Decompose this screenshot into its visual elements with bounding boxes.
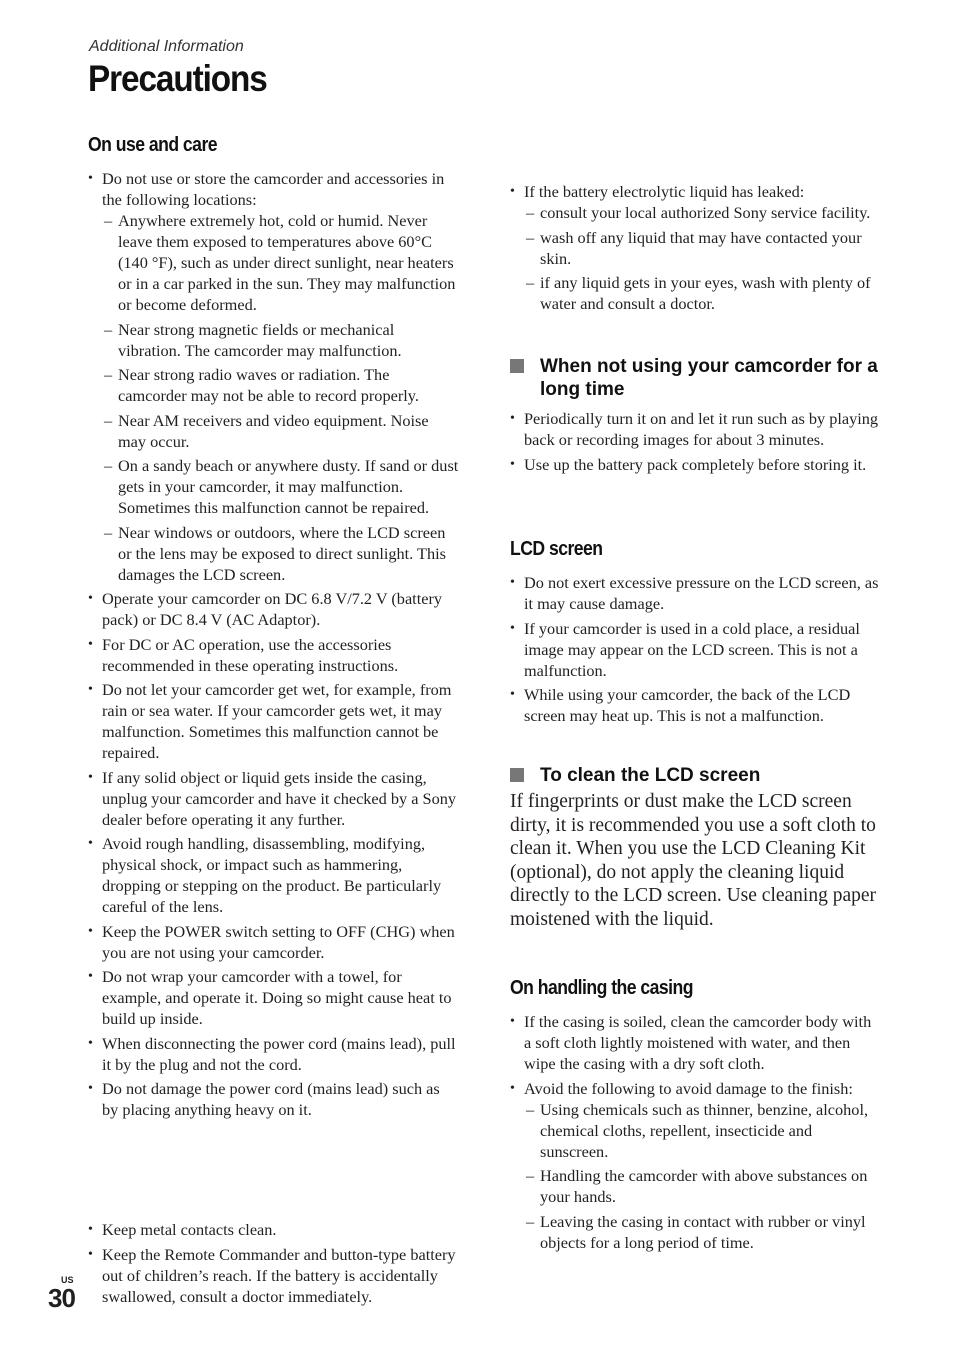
list-item: • Do not damage the power cord (mains lead) such as by placing anything heavy on it.	[88, 1078, 460, 1120]
list-item: – Near windows or outdoors, where the LCD screen or the lens may be exposed to direct sunlight. This damages the LCD screen.	[102, 522, 460, 585]
list-item: • Avoid rough handling, disassembling, modifying, physical shock, or impact such as hammering, dropping or stepping on the product. Be particularly careful of the lens.	[88, 833, 460, 917]
list-item: – consult your local authorized Sony service facility.	[524, 202, 882, 223]
use-care-list	[88, 168, 460, 1124]
section-label: Additional Information	[89, 38, 244, 55]
casing-avoid-list	[524, 1099, 882, 1253]
list-item: • Periodically turn it on and let it run such as by playing back or recording images for about 3 minutes.	[510, 408, 882, 450]
list-item: • Do not use or store the camcorder and accessories in the following locations: – Anywhere extremely hot, cold or humid. Never leave them exposed to temperatures above 60°C (140 °F), such as under direct sunlight, near heaters or in a car parked in the sun. They may malfunction or become deformed. – Near strong magnetic fields or mechanical vibration. The camcorder may malfunction. – Near strong radio waves or radiation. The camcorder may not be able to record properly. – Near AM receivers and video equipment. Noise may occur. – On a sandy beach or anywhere dusty. If sand or dust gets in your camcorder, it may malfunction. Sometimes this malfunction cannot be repaired. – Near windows or outdoors, where the LCD screen or the lens may be exposed to direct sunlight. This damages the LCD screen.	[88, 168, 460, 585]
heading-casing: On handling the casing	[510, 977, 693, 999]
list-item: • If the battery electrolytic liquid has leaked: – consult your local authorized Sony service facility. – wash off any liquid that may have contacted your skin. – if any liquid gets in your eyes, wash with plenty of water and consult a doctor.	[510, 181, 882, 314]
long-time-list	[510, 408, 882, 478]
list-item: – Using chemicals such as thinner, benzine, alcohol, chemical cloths, repellent, insecticide and sunscreen.	[524, 1099, 882, 1162]
page-number: 30	[48, 1283, 75, 1313]
list-item: – Anywhere extremely hot, cold or humid. Never leave them exposed to temperatures above 60°C (140 °F), such as under direct sunlight, near heaters or in a car parked in the sun. They may malfunction or become deformed.	[102, 210, 460, 315]
list-item: • Keep the POWER switch setting to OFF (CHG) when you are not using your camcorder.	[88, 921, 460, 963]
list-item: – Leaving the casing in contact with rubber or vinyl objects for a long period of time.	[524, 1211, 882, 1253]
list-item: • Do not let your camcorder get wet, for example, from rain or sea water. If your camcorder gets wet, it may malfunction. Sometimes this malfunction cannot be repaired.	[88, 679, 460, 763]
battery-leak-steps	[524, 202, 882, 314]
list-item: • When disconnecting the power cord (mains lead), pull it by the plug and not the cord.	[88, 1033, 460, 1075]
list-item: • If the casing is soiled, clean the camcorder body with a soft cloth lightly moistened with water, and then wipe the casing with a dry soft cloth.	[510, 1011, 882, 1074]
list-item: • Keep metal contacts clean.	[88, 1219, 460, 1240]
square-bullet-icon	[510, 359, 524, 373]
list-item: – Near AM receivers and video equipment. Noise may occur.	[102, 410, 460, 452]
list-item: – Near strong magnetic fields or mechanical vibration. The camcorder may malfunction.	[102, 319, 460, 361]
casing-list	[510, 1011, 882, 1256]
list-item: • Operate your camcorder on DC 6.8 V/7.2 V (battery pack) or DC 8.4 V (AC Adaptor).	[88, 588, 460, 630]
lcd-list	[510, 572, 882, 730]
heading-use-and-care: On use and care	[88, 134, 218, 156]
battery-leak-list	[510, 181, 882, 318]
heading-clean-lcd: To clean the LCD screen	[510, 764, 882, 787]
heading-lcd-screen: LCD screen	[510, 538, 603, 560]
clean-lcd-paragraph: If fingerprints or dust make the LCD screen dirty, it is recommended you use a soft cloth to clean it. When you use the LCD Cleaning Kit (optional), do not apply the cleaning liquid directly to the LCD screen. Use cleaning paper moistened with the liquid.	[510, 791, 877, 930]
page-language-code: US	[61, 1275, 74, 1285]
square-bullet-icon	[510, 768, 524, 782]
list-item: • Avoid the following to avoid damage to the finish: – Using chemicals such as thinner, benzine, alcohol, chemical cloths, repellent, insecticide and sunscreen. – Handling the camcorder with above substances on your hands. – Leaving the casing in contact with rubber or vinyl objects for a long period of time.	[510, 1078, 882, 1253]
locations-list	[102, 210, 460, 585]
list-item: – if any liquid gets in your eyes, wash with plenty of water and consult a doctor.	[524, 272, 882, 314]
list-item: • Keep the Remote Commander and button-type battery out of children’s reach. If the battery is accidentally swallowed, consult a doctor immediately.	[88, 1244, 460, 1307]
list-item: • Do not wrap your camcorder with a towel, for example, and operate it. Doing so might cause heat to build up inside.	[88, 966, 460, 1029]
list-item: • While using your camcorder, the back of the LCD screen may heat up. This is not a malfunction.	[510, 684, 882, 726]
page-title: Precautions	[88, 58, 267, 99]
use-care-list-continued	[88, 1219, 460, 1310]
list-item: – On a sandy beach or anywhere dusty. If sand or dust gets in your camcorder, it may malfunction. Sometimes this malfunction cannot be repaired.	[102, 455, 460, 518]
list-item: • Do not exert excessive pressure on the LCD screen, as it may cause damage.	[510, 572, 882, 614]
list-item: • For DC or AC operation, use the accessories recommended in these operating instructions.	[88, 634, 460, 676]
list-item: – Near strong radio waves or radiation. The camcorder may not be able to record properly.	[102, 364, 460, 406]
list-item: • Use up the battery pack completely before storing it.	[510, 454, 882, 475]
list-item: – Handling the camcorder with above substances on your hands.	[524, 1165, 882, 1207]
list-item: • If any solid object or liquid gets inside the casing, unplug your camcorder and have it checked by a Sony dealer before operating it any further.	[88, 767, 460, 830]
list-item: – wash off any liquid that may have contacted your skin.	[524, 227, 882, 269]
list-item: • If your camcorder is used in a cold place, a residual image may appear on the LCD screen. This is not a malfunction.	[510, 618, 882, 681]
heading-long-time: When not using your camcorder for a long time	[510, 355, 882, 401]
